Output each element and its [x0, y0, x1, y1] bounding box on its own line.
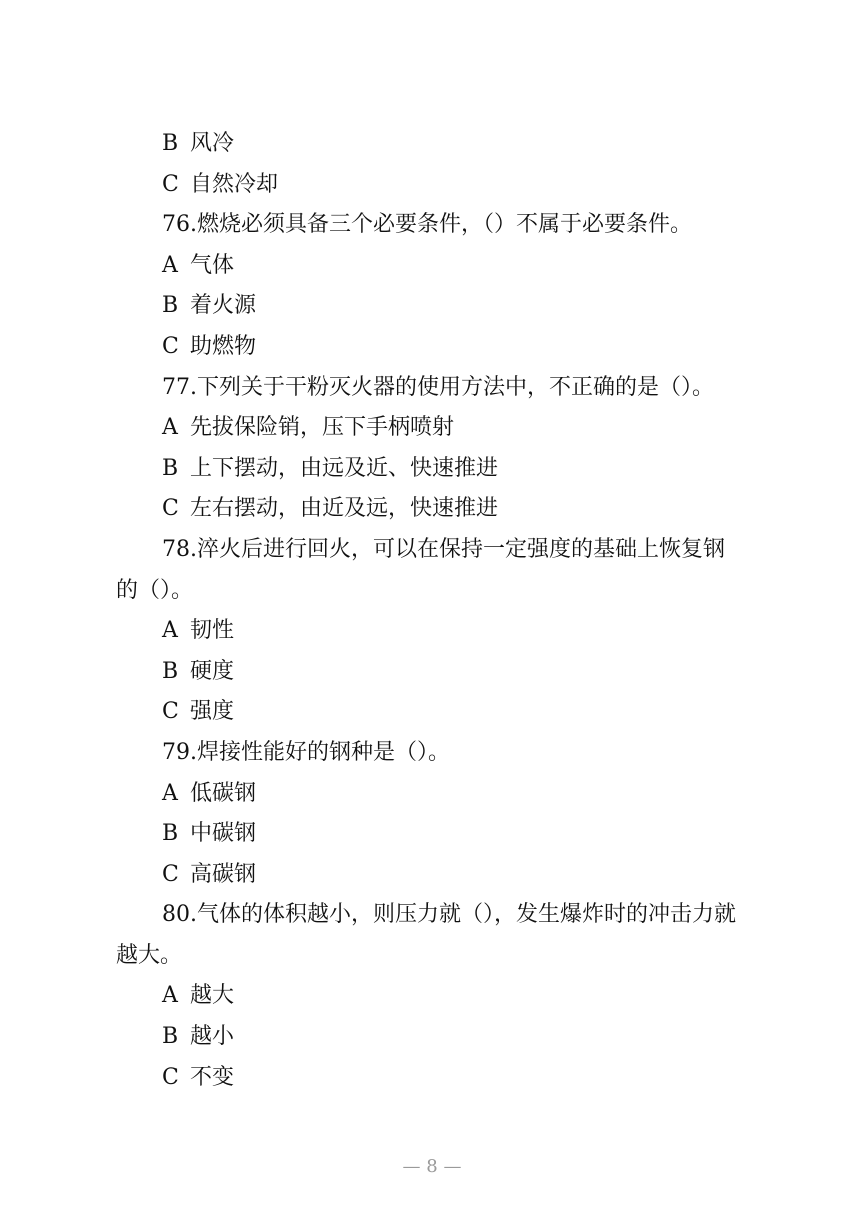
option-letter: B	[162, 1024, 179, 1050]
option-letter: C	[162, 496, 179, 522]
option-letter: B	[162, 455, 179, 481]
question-text-continued: 越大。	[116, 942, 183, 968]
answer-option	[116, 286, 752, 327]
option-text: 不变	[190, 1064, 235, 1090]
option-text: 韧性	[190, 618, 235, 644]
option-letter: A	[162, 780, 178, 806]
question-text: 80.气体的体积越小，则压力就（），发生爆炸时的冲击力就	[162, 902, 736, 928]
option-text: 上下摆动，由远及近、快速推进	[190, 455, 499, 481]
answer-option	[116, 855, 752, 896]
answer-option	[116, 408, 752, 449]
question-text: 76.燃烧必须具备三个必要条件，（）不属于必要条件。	[162, 212, 692, 238]
answer-option	[116, 652, 752, 693]
option-text: 越大	[190, 983, 235, 1009]
answer-option	[116, 976, 752, 1017]
option-text: 助燃物	[190, 333, 257, 359]
option-text: 着火源	[190, 293, 257, 319]
answer-option	[116, 165, 752, 206]
answer-option	[116, 774, 752, 815]
option-text: 左右摆动，由近及远，快速推进	[190, 496, 499, 522]
answer-option	[116, 611, 752, 652]
answer-option	[116, 814, 752, 855]
option-text: 越小	[190, 1024, 235, 1050]
option-letter: B	[162, 293, 179, 319]
option-letter: C	[162, 1064, 179, 1090]
answer-option	[116, 489, 752, 530]
option-letter: B	[162, 821, 179, 847]
answer-option	[116, 1058, 752, 1099]
answer-option	[116, 124, 752, 165]
option-letter: A	[162, 252, 178, 278]
page-number: — 8 —	[402, 1156, 462, 1177]
option-letter: C	[162, 171, 179, 197]
option-letter: A	[162, 618, 178, 644]
document-body	[116, 124, 752, 1098]
option-letter: B	[162, 131, 179, 156]
option-text: 气体	[190, 252, 235, 278]
option-text: 风冷	[190, 131, 235, 156]
option-text: 中碳钢	[190, 821, 257, 847]
option-text: 低碳钢	[190, 780, 257, 806]
option-letter: B	[162, 658, 179, 684]
question-text: 78.淬火后进行回火，可以在保持一定强度的基础上恢复钢	[162, 536, 725, 562]
option-letter: C	[162, 333, 179, 359]
option-text: 自然冷却	[190, 171, 279, 197]
option-text: 高碳钢	[190, 861, 257, 887]
question-text: 79.焊接性能好的钢种是（）。	[162, 739, 450, 765]
answer-option	[116, 246, 752, 287]
option-letter: C	[162, 861, 179, 887]
option-text: 硬度	[190, 658, 235, 684]
option-letter: A	[162, 983, 178, 1009]
option-text: 强度	[190, 699, 235, 725]
option-letter: A	[162, 415, 178, 441]
question-text: 77.下列关于干粉灭火器的使用方法中，不正确的是（）。	[162, 374, 714, 400]
answer-option	[116, 449, 752, 490]
option-text: 先拔保险销，压下手柄喷射	[190, 415, 455, 441]
question-text-continued: 的（）。	[116, 577, 194, 603]
option-letter: C	[162, 699, 179, 725]
answer-option	[116, 1017, 752, 1058]
answer-option	[116, 327, 752, 368]
answer-option	[116, 692, 752, 733]
